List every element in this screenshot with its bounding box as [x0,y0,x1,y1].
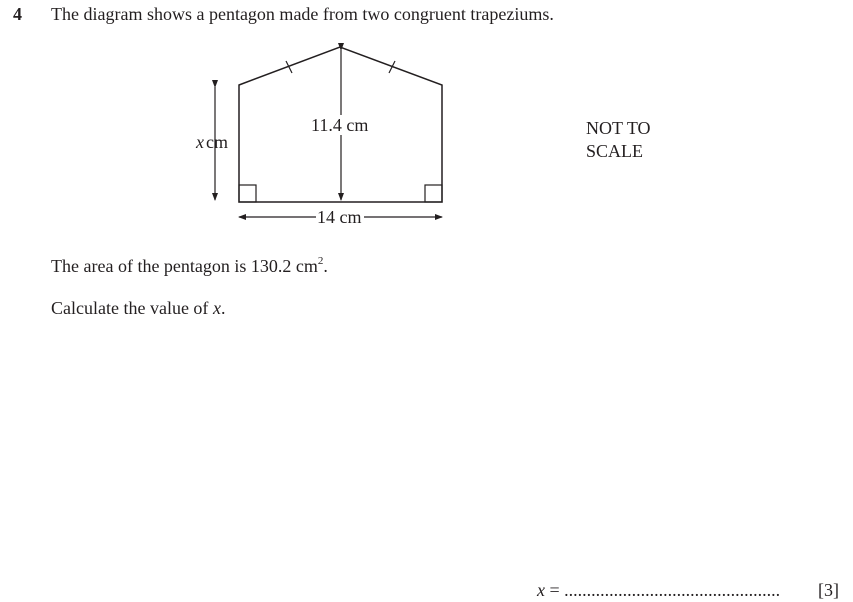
side-label: x cm [196,132,228,152]
area-statement [51,256,328,277]
not-to-scale-note [586,117,651,163]
question-intro: The diagram shows a pentagon made from two congruent trapeziums. [51,4,554,24]
calc-variable: x [212,298,221,318]
answer-equals: = [545,580,565,600]
calc-text: Calculate the value of [51,298,213,318]
answer-dots[interactable]: ................................................ [564,580,781,600]
not-to-scale-line-1: NOT TO [586,118,651,138]
answer-line[interactable] [537,580,780,601]
answer-variable: x [537,580,545,600]
right-angle-marker-right [425,185,442,202]
calc-text-end: . [220,298,226,318]
marks-allocation: [3] [818,580,839,600]
question-number: 4 [13,4,22,24]
pentagon-diagram [0,0,853,240]
area-text: The area of the pentagon is 130.2 cm [51,256,318,276]
height-label: 11.4 cm [311,115,369,135]
calculate-instruction [51,298,225,319]
not-to-scale-line-2: SCALE [586,141,644,161]
right-angle-marker-left [239,185,256,202]
area-superscript: 2 [317,255,324,267]
area-text-end: . [323,256,328,276]
base-label: 14 cm [317,207,362,227]
